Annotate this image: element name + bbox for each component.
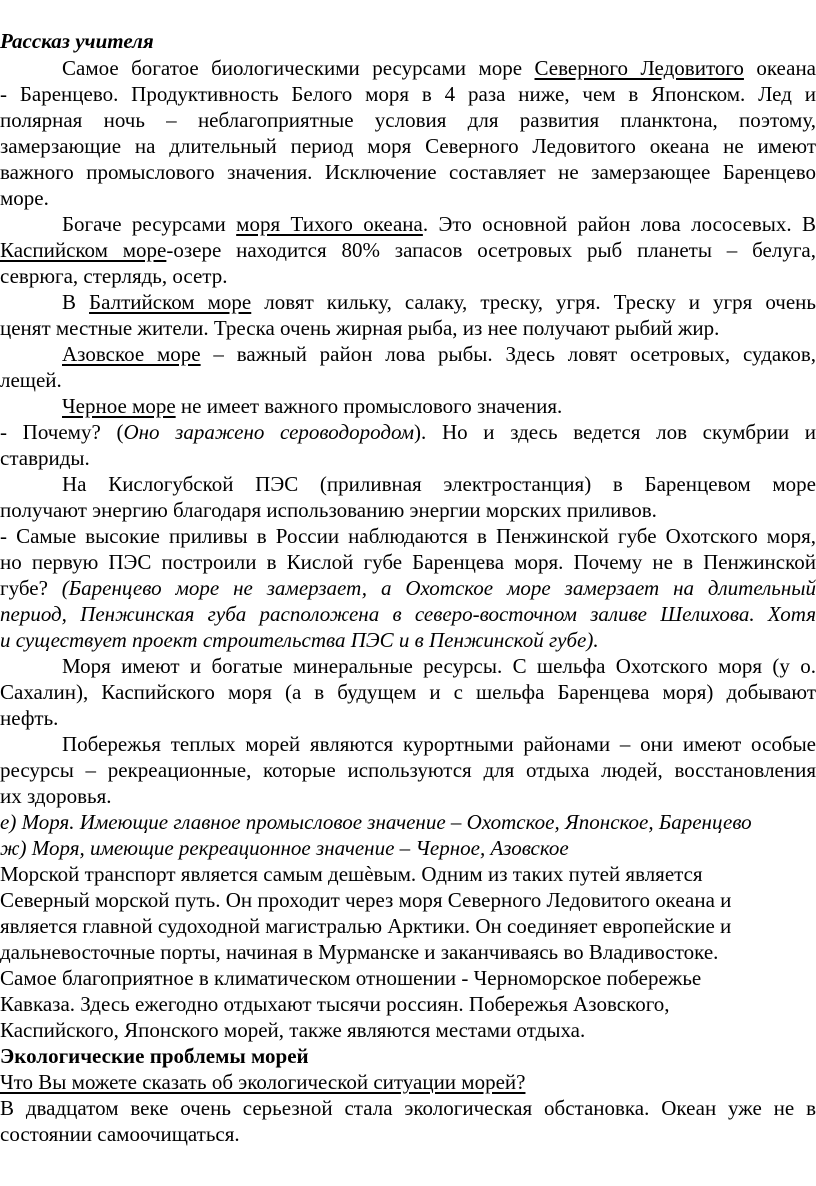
text-line (0, 419, 816, 445)
text-line: - Самые высокие приливы в России наблюдаются в Пенжинской губе Охотского моря, (0, 524, 816, 548)
text-line (0, 289, 816, 315)
text-fragment: Самое богатое биологическими ресурсами море (62, 56, 535, 80)
section-heading-ecology: Экологические проблемы морей (0, 1044, 309, 1068)
text-fragment: - Почему? ( (0, 420, 124, 444)
text-fragment: не имеет важного промыслового значения. (175, 394, 563, 418)
text-line: В двадцатом веке очень серьезной стала экологическая обстановка. Океан уже не в (0, 1096, 816, 1120)
text-line: состоянии самоочищаться. (0, 1122, 240, 1146)
text-line (0, 237, 816, 263)
underlined-term: Северного Ледовитого (534, 56, 744, 80)
text-line: На Кислогубской ПЭС (приливная электростанция) в Баренцевом море (62, 472, 816, 496)
italic-answer: Оно заражено сероводородом (123, 420, 415, 444)
text-line (0, 55, 816, 81)
text-line: является главной судоходной магистралью Арктики. Он соединяет европейские и (0, 914, 732, 938)
text-line: получают энергию благодаря использованию энергии морских приливов. (0, 498, 657, 522)
text-line: ресурсы – рекреационные, которые используются для отдыха людей, восстановления (0, 758, 816, 782)
text-line: Самое благоприятное в климатическом отношении - Черноморское побережье (0, 966, 702, 990)
text-fragment: ). Но и здесь ведется лов скумбрии и (414, 420, 816, 444)
text-line: - Баренцево. Продуктивность Белого моря в 4 раза ниже, чем в Японском. Лед и (0, 82, 816, 106)
text-fragment: . Это основной район лова лососевых. В (422, 212, 816, 236)
text-fragment: океана (743, 56, 816, 80)
text-line: море. (0, 186, 49, 210)
text-fragment: -озере находится 80% запасов осетровых рыб планеты – белуга, (166, 238, 816, 262)
text-line: Каспийского, Японского морей, также являются местами отдыха. (0, 1018, 586, 1042)
text-fragment: ловят кильку, салаку, треску, угря. Треску и угря очень (251, 290, 816, 314)
text-line: Кавказа. Здесь ежегодно отдыхают тысячи россиян. Побережья Азовского, (0, 992, 670, 1016)
text-line: севрюга, стерлядь, осетр. (0, 264, 228, 288)
text-fragment: Богаче ресурсами (62, 212, 237, 236)
question-line: Что Вы можете сказать об экологической ситуации морей? (0, 1070, 526, 1094)
text-line: Сахалин), Каспийского моря (а в будущем и с шельфа Баренцева моря) добывают (0, 680, 816, 704)
text-fragment: – важный район лова рыбы. Здесь ловят осетровых, судаков, (200, 342, 816, 366)
italic-summary-line: ж) Моря, имеющие рекреационное значение – Черное, Азовское (0, 836, 569, 860)
section-heading-teacher-story (0, 28, 816, 54)
underlined-term: Каспийском море (0, 238, 167, 262)
underlined-term: моря Тихого океана (236, 212, 423, 236)
text-line: Побережья теплых морей являются курортными районами – они имеют особые (62, 732, 816, 756)
heading-text: Рассказ учителя (0, 29, 154, 53)
text-line: ставриды. (0, 446, 90, 470)
underlined-term: Черное море (62, 394, 176, 418)
text-line (0, 341, 816, 367)
italic-answer-line: период, Пенжинская губа расположена в северо-восточном заливе Шелихова. Хотя (0, 602, 816, 626)
text-fragment: В (62, 290, 90, 314)
text-line: Морской транспорт является самым дешѐвым. Одним из таких путей является (0, 862, 703, 886)
italic-answer: (Баренцево море не замерзает, а Охотское море замерзает на длительный (61, 576, 816, 600)
text-line: Моря имеют и богатые минеральные ресурсы. С шельфа Охотского моря (у о. (62, 654, 816, 678)
text-line (0, 211, 816, 237)
text-line: но первую ПЭС построили в Кислой губе Баренцева моря. Почему не в Пенжинской (0, 550, 816, 574)
text-line (0, 575, 816, 601)
text-line (0, 393, 816, 419)
text-line: замерзающие на длительный период моря Северного Ледовитого океана не имеют (0, 134, 816, 158)
text-line: полярная ночь – неблагоприятные условия для развития планктона, поэтому, (0, 108, 816, 132)
text-line: нефть. (0, 706, 59, 730)
text-line: их здоровья. (0, 784, 112, 808)
text-line: лещей. (0, 368, 62, 392)
underlined-term: Азовское море (62, 342, 201, 366)
text-line: ценят местные жители. Треска очень жирная рыба, из нее получают рыбий жир. (0, 316, 720, 340)
text-line: дальневосточные порты, начиная в Мурманске и заканчиваясь во Владивостоке. (0, 940, 719, 964)
text-line: Северный морской путь. Он проходит через моря Северного Ледовитого океана и (0, 888, 732, 912)
italic-answer-line: и существует проект строительства ПЭС и в Пенжинской губе). (0, 628, 599, 652)
text-fragment: губе? (0, 576, 62, 600)
underlined-term: Балтийском море (89, 290, 252, 314)
italic-summary-line: е) Моря. Имеющие главное промысловое значение – Охотское, Японское, Баренцево (0, 810, 752, 834)
text-line: важного промыслового значения. Исключение составляет не замерзающее Баренцево (0, 160, 816, 184)
